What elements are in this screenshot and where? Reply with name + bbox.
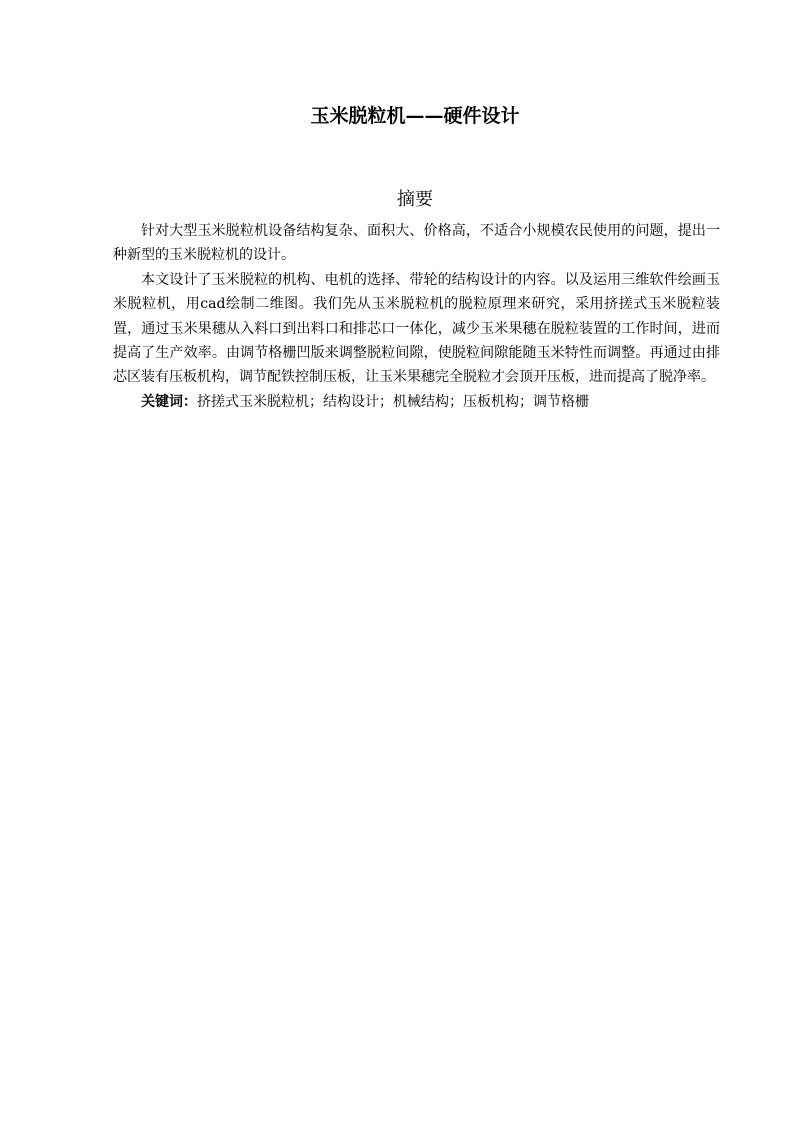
abstract-paragraph: 针对大型玉米脱粒机设备结构复杂、面积大、价格高，不适合小规模农民使用的问题，提出一种新型的玉米脱粒机的设计。 [113,223,720,264]
keywords-label: 关键词： [141,393,197,410]
abstract-body [113,219,720,414]
abstract-heading: 摘要 [397,189,433,210]
keywords-text: 挤搓式玉米脱粒机；结构设计；机械结构；压板机构；调节格栅 [197,393,589,410]
abstract-paragraph: 本文设计了玉米脱粒的机构、电机的选择、带轮的结构设计的内容。以及运用三维软件绘画玉米脱粒机，用cad绘制二维图。我们先从玉米脱粒机的脱粒原理来研究，采用挤搓式玉米脱粒装置，通过玉米果穗从入料口到出料口和排芯口一体化，减少玉米果穗在脱粒装置的工作时间，进而提高了生产效率。由调节格栅凹版来调整脱粒间隙，使脱粒间隙能随玉米特性而调整。再通过由排芯区装有压板机构，调节配铁控制压板，让玉米果穗完全脱粒才会顶开压板，进而提高了脱净率。 [113,271,720,386]
keywords-line [113,390,720,414]
document-title: 玉米脱粒机——硬件设计 [310,105,520,127]
